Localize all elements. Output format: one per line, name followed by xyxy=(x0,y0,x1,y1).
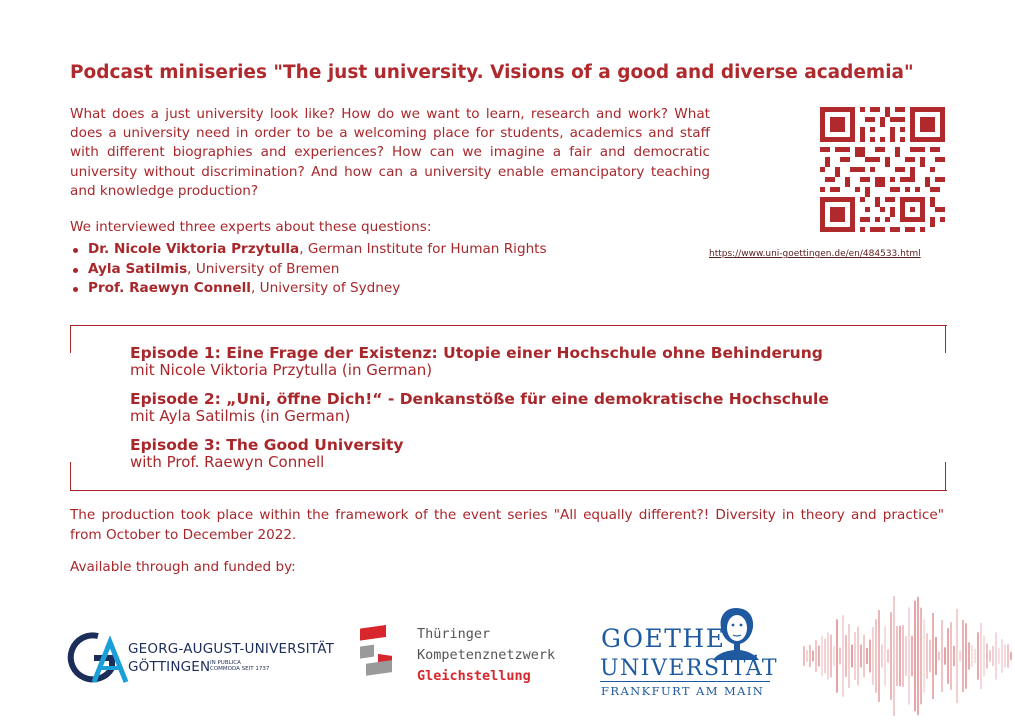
experts-list xyxy=(70,240,547,299)
bullet-icon xyxy=(73,287,78,292)
expert-affiliation: , University of Bremen xyxy=(187,260,340,277)
bullet-icon xyxy=(73,248,78,253)
thueringen-line2: Kompetenznetzwerk xyxy=(417,647,556,663)
expert-item xyxy=(70,260,547,280)
intro-paragraph: What does a just university look like? How do we want to learn, research and work? What does a university need in order to be a welcoming place for students, academics and staff with different biographies and experiences? How can we imagine a fair and democratic university without discrimination? And how can a university enable emancipatory teaching and knowledge production? xyxy=(70,106,710,199)
expert-affiliation: , German Institute for Human Rights xyxy=(299,241,547,257)
episode-box-corner xyxy=(945,325,946,353)
qr-code-icon[interactable] xyxy=(820,107,945,232)
goettingen-city: GÖTTINGEN xyxy=(128,659,211,675)
goettingen-name: GEORG-AUGUST-UNIVERSITÄT xyxy=(128,641,335,657)
goethe-university: UNIVERSITÄT xyxy=(600,656,779,681)
episode-subtitle: with Prof. Raewyn Connell xyxy=(130,453,325,471)
episode-box-bottom-border xyxy=(70,490,947,491)
experts-intro: We interviewed three experts about these questions: xyxy=(70,219,432,235)
page-title: Podcast miniseries "The just university. Visions of a good and diverse academia" xyxy=(70,62,914,83)
episode-2 xyxy=(130,390,829,425)
expert-affiliation: , University of Sydney xyxy=(250,280,401,296)
episode-box-corner xyxy=(945,462,946,490)
episode-box-corner xyxy=(70,325,71,353)
goettingen-logo-icon xyxy=(58,628,338,688)
episode-subtitle: mit Ayla Satilmis (in German) xyxy=(130,407,351,425)
goethe-divider xyxy=(600,681,770,682)
expert-name: Dr. Nicole Viktoria Przytulla xyxy=(88,241,300,257)
expert-item xyxy=(70,279,547,299)
thueringen-line3: Gleichstellung xyxy=(417,668,531,684)
episode-3 xyxy=(130,436,404,471)
thueringen-line1: Thüringer xyxy=(417,626,491,642)
expert-name: Ayla Satilmis xyxy=(88,260,188,277)
episode-title: Episode 3: The Good University xyxy=(130,436,404,454)
goethe-name: GOETHE xyxy=(601,624,726,653)
qr-link[interactable]: https://www.uni-goettingen.de/en/484533.html xyxy=(709,249,921,259)
episode-box-corner xyxy=(70,462,71,490)
goethe-city: FRANKFURT AM MAIN xyxy=(601,684,765,698)
audio-waveform-icon xyxy=(800,580,1015,724)
funding-heading: Available through and funded by: xyxy=(70,559,296,575)
expert-name: Prof. Raewyn Connell xyxy=(88,280,251,296)
production-note: The production took place within the framework of the event series "All equally different?! Diversity in theory and practice" from October to December 2022. xyxy=(70,507,944,543)
episode-title: Episode 1: Eine Frage der Existenz: Utopie einer Hochschule ohne Behinderung xyxy=(130,344,823,362)
expert-item xyxy=(70,240,547,260)
episode-box-top-border xyxy=(70,325,947,326)
episode-title: Episode 2: „Uni, öffne Dich!“ - Denkanstöße für eine demokratische Hochschule xyxy=(130,390,829,408)
episode-1 xyxy=(130,344,823,379)
goettingen-motto: IN PUBLICA COMMODA SEIT 1737 xyxy=(210,660,270,672)
bullet-icon xyxy=(73,268,78,273)
episode-subtitle: mit Nicole Viktoria Przytulla (in German) xyxy=(130,361,433,379)
goethe-portrait-icon xyxy=(707,604,765,660)
